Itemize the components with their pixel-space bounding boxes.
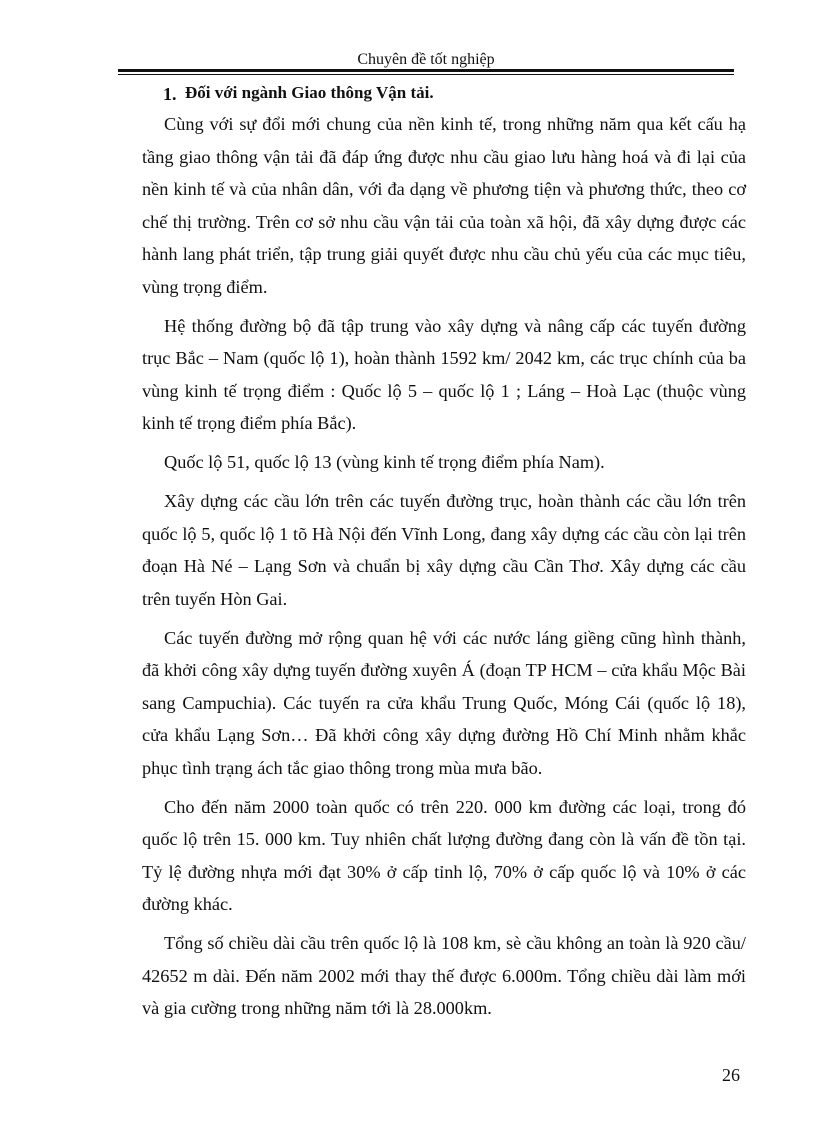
section-title: Đối với ngành Giao thông Vận tải. [185,83,434,102]
paragraph-road-statistics: Cho đến năm 2000 toàn quốc có trên 220. 000 km đường các loại, trong đó quốc lộ trên 15. 000 km. Tuy nhiên chất lượng đường đang còn là vấn đề tồn tại. Tỷ lệ đường nhựa mới đạt 30% ở cấp tỉnh lộ, 70% ở cấp quốc lộ và 10% ở các đường khác. [142,796,746,914]
running-header: Chuyên đề tốt nghiệp [357,51,495,68]
paragraph-cross-border-routes: Các tuyến đường mở rộng quan hệ với các nước láng giềng cũng hình thành, đã khởi công xây dựng tuyến đường xuyên Á (đoạn TP HCM – cửa khẩu Mộc Bài sang Campuchia). Các tuyến ra cửa khẩu Trung Quốc, Móng Cái (quốc lộ 18), cửa khẩu Lạng Sơn… Đã khởi công xây dựng đường Hồ Chí Minh nhằm khắc phục tình trạng ách tắc giao thông trong mùa mưa bão. [142,627,746,778]
paragraph-infrastructure: Cùng với sự đổi mới chung của nền kinh tế, trong những năm qua kết cấu hạ tầng giao thông vận tải đã đáp ứng được nhu cầu giao lưu hàng hoá và đi lại của nền kinh tế và của nhân dân, với đa dạng về phương tiện và phương thức, theo cơ chế thị trường. Trên cơ sở nhu cầu vận tải của toàn xã hội, đã xây dựng được các hành lang phát triển, tập trung giải quyết được nhu cầu chủ yếu của các mục tiêu, vùng trọng điểm. [142,114,746,297]
paragraph-southern-highways: Quốc lộ 51, quốc lộ 13 (vùng kinh tế trọng điểm phía Nam). [164,452,605,472]
page-number: 26 [722,1065,740,1085]
header-rule-thin [118,74,734,75]
header-rule-thick [118,69,734,72]
paragraph-bridges: Xây dựng các cầu lớn trên các tuyến đường trục, hoàn thành các cầu lớn trên quốc lộ 5, quốc lộ 1 tõ Hà Nội đến Vĩnh Long, đang xây dựng các cầu còn lại trên đoạn Hà Né – Lạng Sơn và chuẩn bị xây dựng cầu Cần Thơ. Xây dựng các cầu trên tuyến Hòn Gai. [142,491,746,609]
section-number: 1. [163,84,177,104]
paragraph-bridge-statistics: Tổng số chiều dài cầu trên quốc lộ là 108 km, sè cầu không an toàn là 920 cầu/ 42652 m dài. Đến năm 2002 mới thay thế được 6.000m. Tổng chiều dài làm mới và gia cường trong những năm tới là 28.000km. [142,933,746,1018]
paragraph-road-system: Hệ thống đường bộ đã tập trung vào xây dựng và nâng cấp các tuyến đường trục Bắc – Nam (quốc lộ 1), hoàn thành 1592 km/ 2042 km, các trục chính của ba vùng kinh tế trọng điểm : Quốc lộ 5 – quốc lộ 1 ; Láng – Hoà Lạc (thuộc vùng kinh tế trọng điểm phía Bắc). [142,315,746,433]
section-heading [163,80,434,105]
body-text [142,108,746,1031]
